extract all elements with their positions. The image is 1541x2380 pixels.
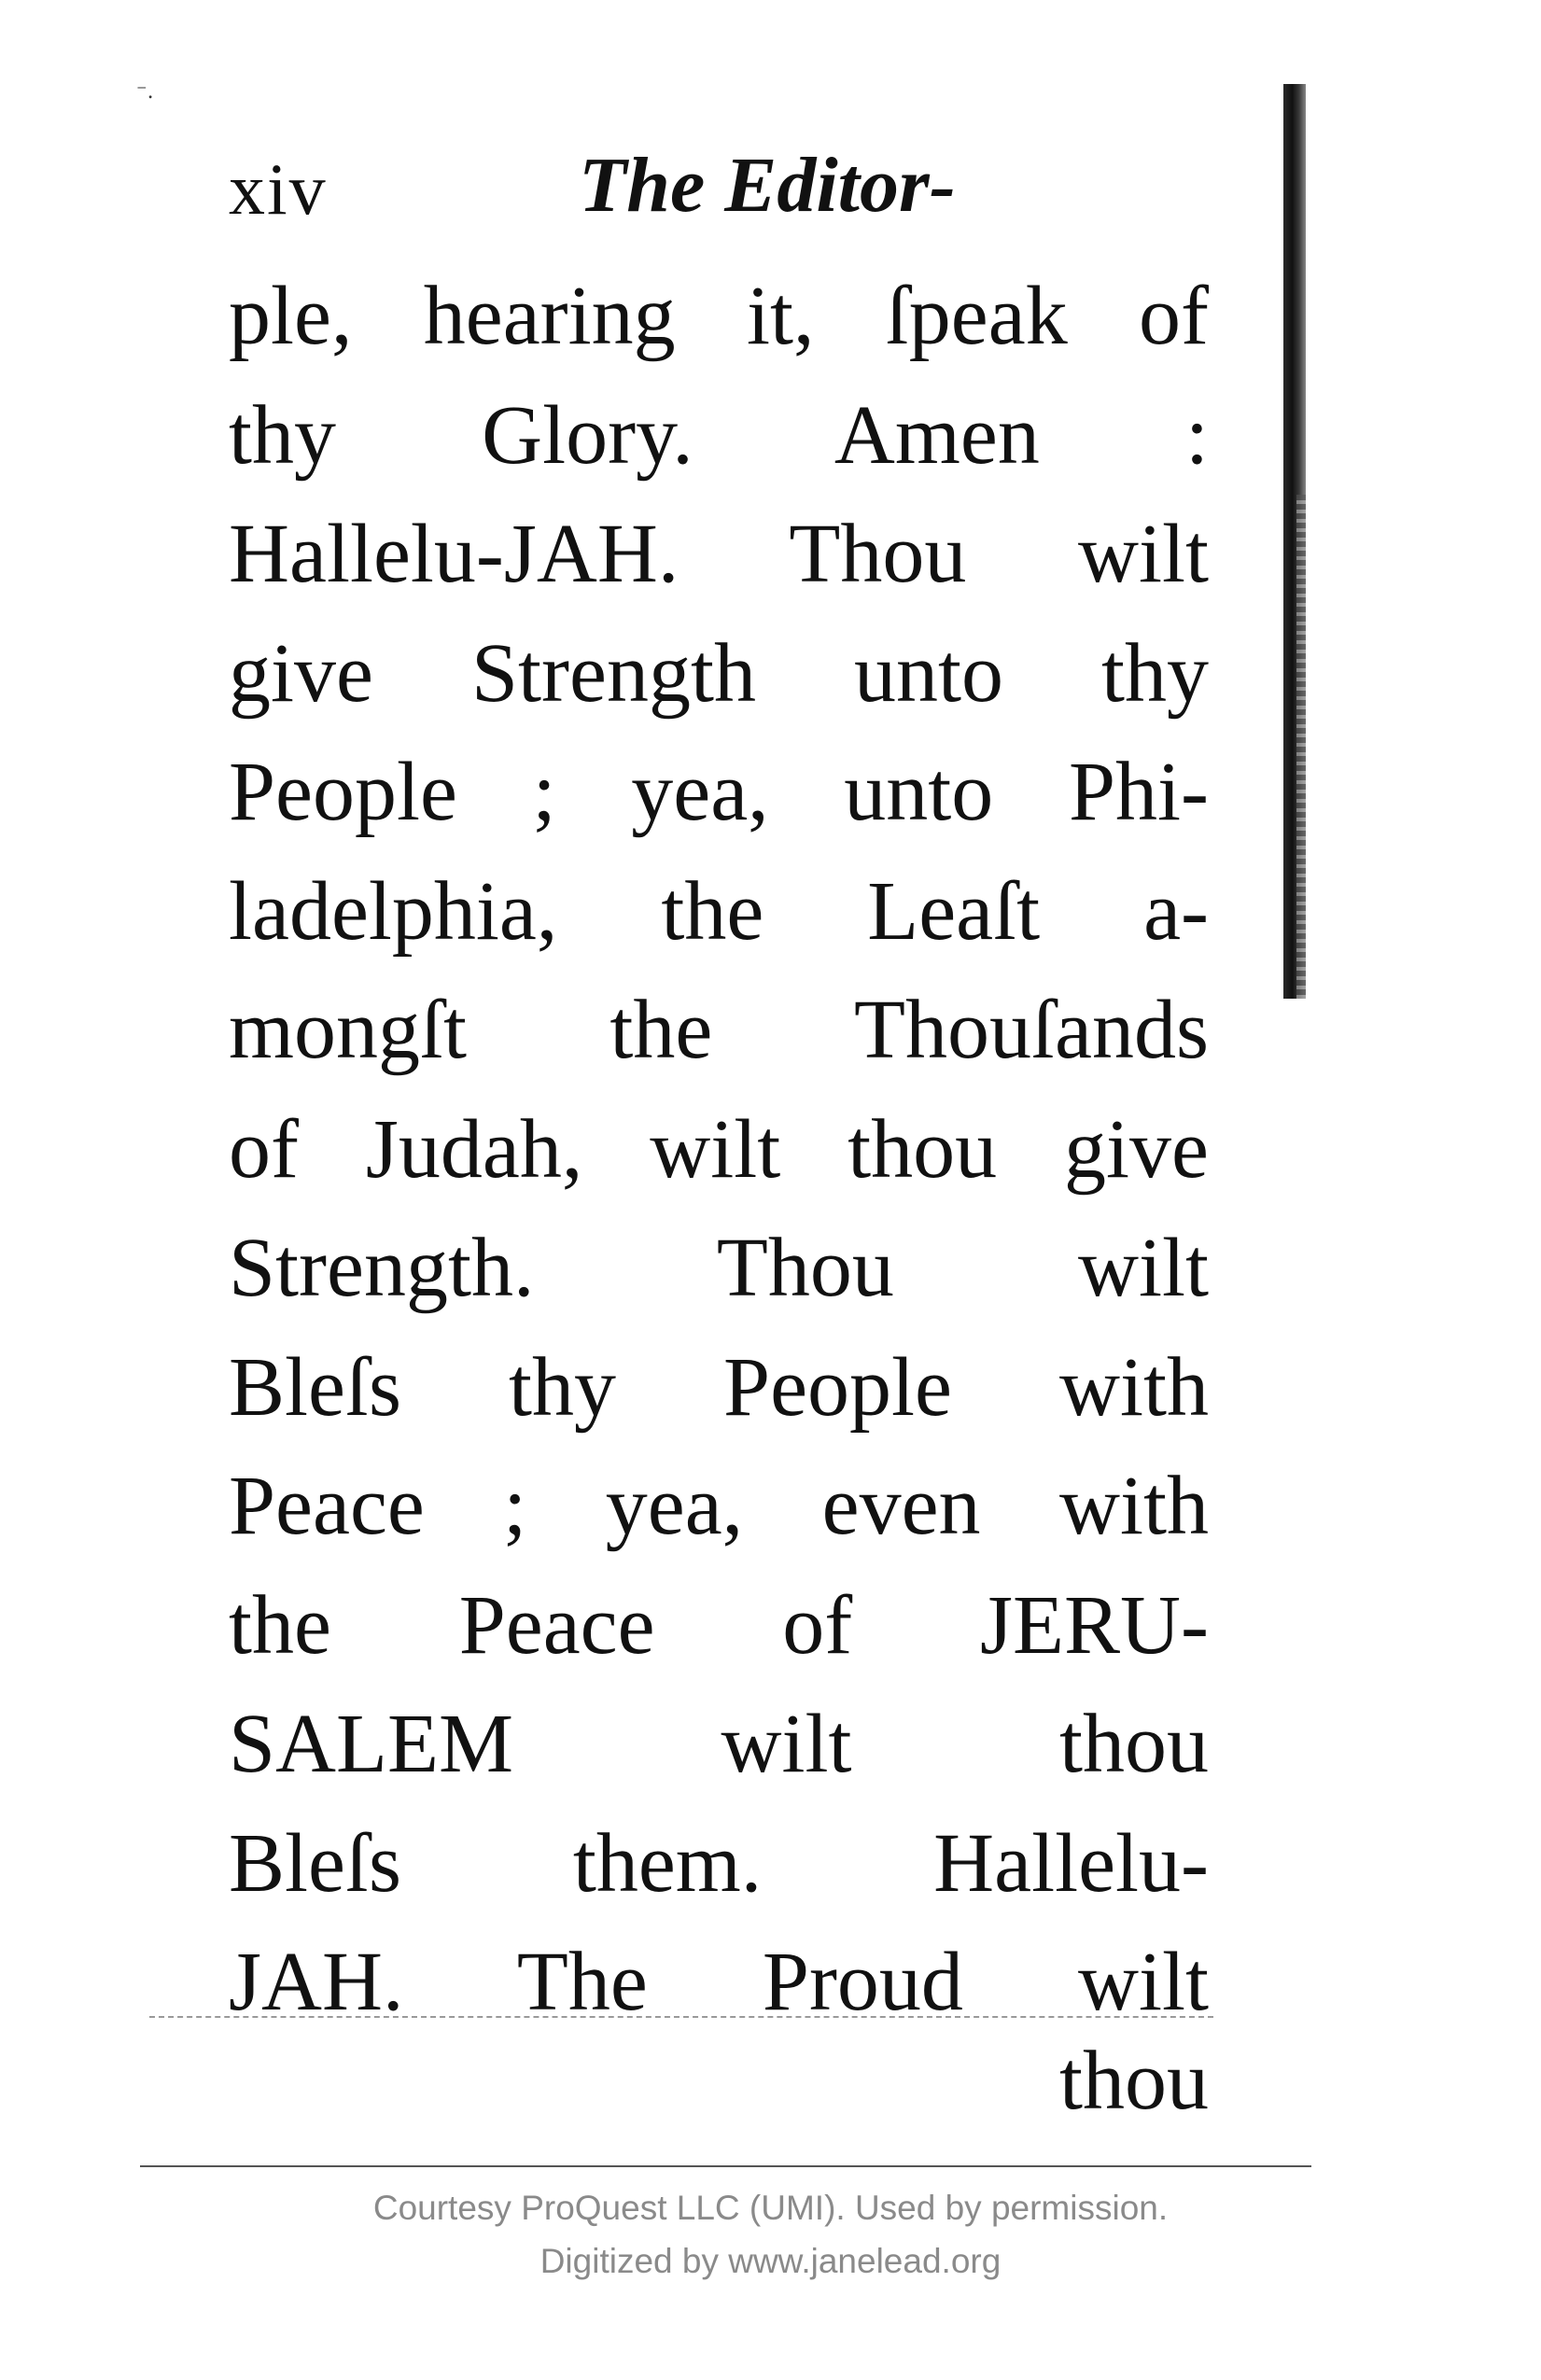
credit-line-permission: Courtesy ProQuest LLC (UMI). Used by permission. <box>372 2189 1169 2227</box>
text-line: JAH. The Proud wilt <box>229 1936 1209 2028</box>
text-line: ple, hearing it, ſpeak of <box>229 270 1209 362</box>
text-line: ladelphia, the Leaſt a- <box>229 864 1209 958</box>
page-bottom-rule <box>149 2016 1213 2018</box>
running-title: The Editor- <box>579 142 956 229</box>
credit-line-digitized: Digitized by www.janelead.org <box>539 2242 1002 2280</box>
text-line: Bleſs thy People with <box>229 1340 1209 1434</box>
text-line: People ; yea, unto Phi- <box>229 746 1209 838</box>
text-line: the Peace of JERU- <box>229 1578 1209 1672</box>
text-line: Bleſs them. Hallelu- <box>229 1816 1209 1910</box>
text-line: thy Glory. Amen : <box>229 388 1209 482</box>
text-line: of Judah, wilt thou give <box>229 1102 1209 1196</box>
catchword: thou <box>1058 2035 1209 2127</box>
text-line: Hallelu-JAH. Thou wilt <box>229 508 1209 600</box>
binding-edge-shadow <box>1283 84 1306 999</box>
page-number: xiv <box>229 148 328 230</box>
body-text <box>229 257 1209 2042</box>
text-line: Strength. Thou wilt <box>229 1222 1209 1314</box>
running-head <box>229 140 1218 243</box>
text-line: SALEM wilt thou <box>229 1698 1209 1790</box>
text-line: mongſt the Thouſands <box>229 984 1209 1076</box>
scan-speck: ⁻. <box>136 80 154 104</box>
text-line: Peace ; yea, even with <box>229 1460 1209 1552</box>
text-line: give Strength unto thy <box>229 626 1209 720</box>
footer-divider <box>140 2165 1311 2167</box>
